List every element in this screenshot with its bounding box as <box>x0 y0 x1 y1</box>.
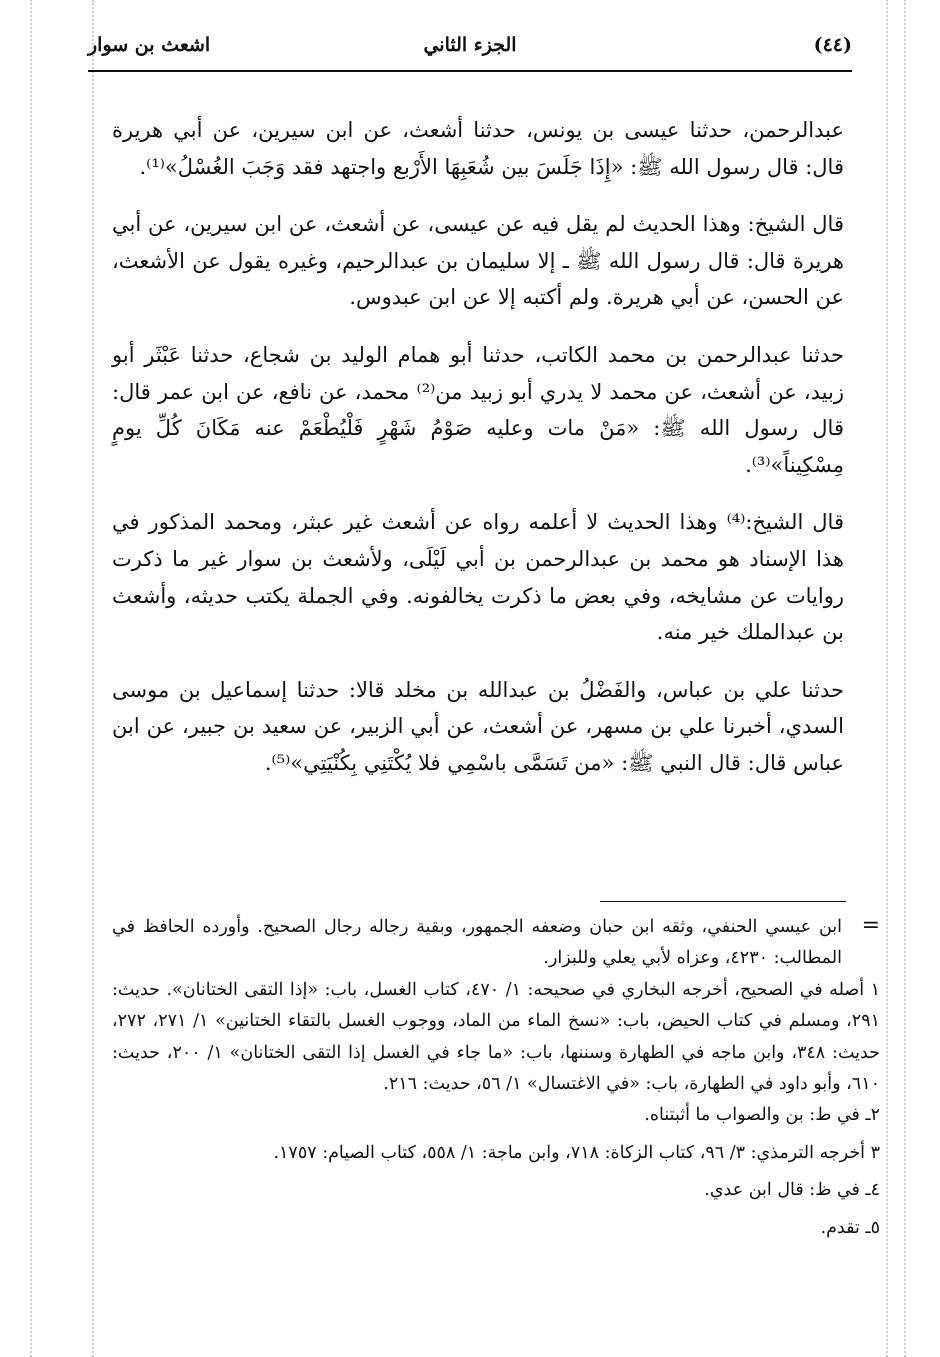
header-rule <box>88 70 852 72</box>
main-text <box>112 112 844 803</box>
footnotes <box>112 912 880 1250</box>
page-number: (٤٤) <box>813 34 852 56</box>
footnote-3: ٣ أخرجه الترمذي: ٣/ ٩٦، كتاب الزكاة: ٧١٨، وابن ماجة: ١/ ٥٥٨، كتاب الصيام: ١٧٥٧. <box>273 1142 880 1163</box>
footnote-4: ٤ـ في ظ: قال ابن عدي. <box>704 1180 880 1201</box>
paragraph: قال الشيخ: وهذا الحديث لم يقل فيه عن عيسى، عن أشعث، عن ابن سيرين، عن أبي هريرة قال: قال رسول الله ﷺ ـ إلا سليمان بن عبدالرحيم، وغيره يقول عن الأشعث، عن الحسن، عن أبي هريرة. ولم أكتبه إلا عن ابن عبدوس. <box>112 212 844 310</box>
scan-margin-guide <box>92 0 94 1357</box>
footnote-5: ٥ـ تقدم. <box>820 1217 880 1238</box>
section-title: اشعث بن سوار <box>88 34 211 56</box>
paragraph: حدثنا علي بن عباس، والفَضْلُ بن عبدالله بن مخلد قالا: حدثنا إسماعيل بن موسى السدي، أخبرنا علي بن مسهر، عن أشعث، عن أبي الزبير، عن سعيد بن جبير، عن ابن عباس قال: قال النبي ﷺ: «من تَسَمَّى باسْمِي فلا يُكْتَنِي بِكُنْيَتِي»⁽⁵⁾. <box>112 677 844 775</box>
footnote-1: ١ أصله في الصحيح، أخرجه البخاري في صحيحه: ١/ ٤٧٠، كتاب الغسل، باب: «إذا التقى الختانان». حديث: ٢٩١، ومسلم في كتاب الحيض، باب: «نسخ الماء من الماد، ووجوب الغسل بالتقاء الختانين» ١/ ٢٧١، ٢٧٢، حديث: ٣٤٨، وابن ماجه في الطهارة وسننها، باب: «ما جاء في الغسل إذا التقى الختانان» ١/ ٢٠٠، حديث: ٦١٠، وأبو داود في الطهارة، باب: «في الاغتسال» ١/ ٥٦، حديث: ٢١٦. <box>112 979 881 1095</box>
scan-margin-guide <box>30 0 32 1357</box>
continuation-mark: = <box>861 913 880 938</box>
footnote-rule <box>600 901 846 902</box>
volume-title: الجزء الثاني <box>423 34 517 56</box>
scan-margin-guide <box>904 0 906 1357</box>
paragraph: قال الشيخ:⁽⁴⁾ وهذا الحديث لا أعلمه رواه عن أشعث غير عبثر، ومحمد المذكور في هذا الإسناد هو محمد بن عبدالرحمن بن أبي لَيْلَى، ولأشعث بن سوار غير ما ذكرت روايات عن مشايخه، وفي بعض ما ذكرت يخالفونه. وفي الجملة يكتب حديثه، وأشعث بن عبدالملك خير منه. <box>112 510 844 645</box>
paragraph: عبدالرحمن، حدثنا عيسى بن يونس، حدثنا أشعث، عن ابن سيرين، عن أبي هريرة قال: قال رسول الله ﷺ: «إِذَا جَلَسَ بين شُعَبِهَا الأَرْبع واجتهد فقد وَجَبَ الغُسْلُ»⁽¹⁾. <box>112 118 844 179</box>
running-header <box>88 28 852 72</box>
footnote-continuation <box>112 912 880 975</box>
footnote-continuation-text: ابن عيسي الحنفي، وثقه ابن حبان وضعفه الجمهور، وبقية رجاله رجال الصحيح. وأورده الحافظ في المطالب: ٤٢٣٠، وعزاه لأبي يعلي وللبزار. <box>112 917 842 969</box>
paragraph: حدثنا عبدالرحمن بن محمد الكاتب، حدثنا أبو همام الوليد بن شجاع، حدثنا عَبْثَر أبو زبيد، عن أشعث، عن محمد لا يدري أبو زبيد من⁽²⁾ محمد، عن نافع، عن ابن عمر قال: قال رسول الله ﷺ: «مَنْ مات وعليه صَوْمُ شَهْرٍ فَلْيُطْعَمْ عنه مَكَانَ كُلِّ يومٍ مِسْكِيناً»⁽³⁾. <box>112 342 844 477</box>
footnote-2: ٢ـ في ط: بن والصواب ما أثبتناه. <box>644 1105 880 1126</box>
scan-margin-guide <box>886 0 888 1357</box>
